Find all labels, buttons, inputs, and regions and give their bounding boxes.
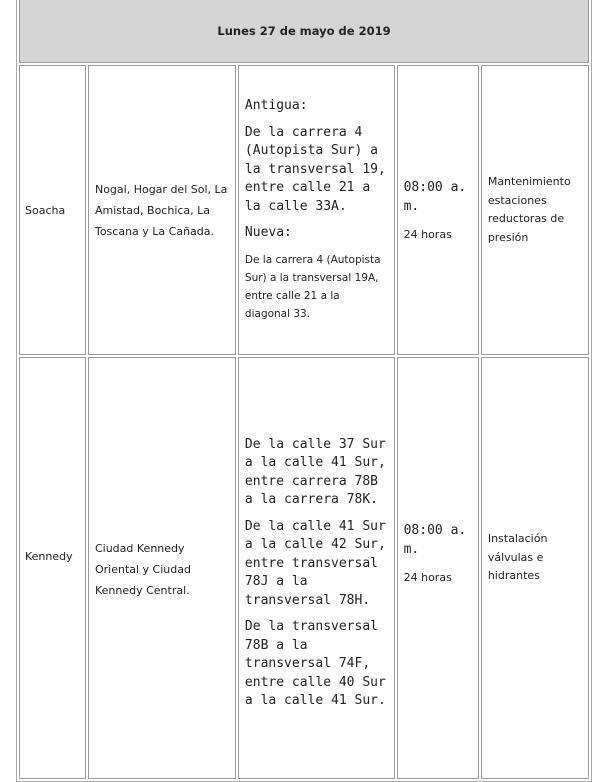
hora-cell bbox=[397, 357, 479, 779]
sector-nueva-text: De la carrera 4 (Autopista Sur) a la transversal 19A, entre calle 21 a la diagonal 33. bbox=[244, 253, 381, 320]
date-header: Lunes 27 de mayo de 2019 bbox=[19, 0, 589, 63]
hora-text: 08:00 a. m. bbox=[403, 180, 467, 214]
sector-antigua-label: Antigua: bbox=[244, 98, 308, 114]
sector-cell bbox=[238, 357, 395, 779]
barrios-cell bbox=[88, 357, 236, 779]
sector-text-1: De la calle 37 Sur a la calle 41 Sur, entre carrera 78B a la carrera 78K. bbox=[244, 436, 386, 507]
sector-text-3: De la transversal 78B a la transversal 74F, entre calle 40 Sur a la calle 41 Sur. bbox=[244, 619, 386, 708]
table-row bbox=[19, 357, 589, 779]
table-row bbox=[19, 65, 589, 355]
sector-antigua-text: De la carrera 4 (Autopista Sur) a la transversal 19, entre calle 21 a la calle 33A. bbox=[244, 124, 386, 214]
date-header-row bbox=[19, 0, 589, 63]
sector-nueva-label: Nueva: bbox=[244, 225, 292, 241]
municipio-cell: Soacha bbox=[19, 65, 86, 355]
barrios-cell: Nogal, Hogar del Sol, La Amistad, Bochica, La Toscana y La Cañada. bbox=[88, 65, 236, 355]
sector-cell bbox=[238, 65, 395, 355]
barrios-text: Ciudad Kennedy Oriental y Ciudad Kennedy Central. bbox=[94, 542, 191, 597]
municipio-text: Kennedy bbox=[25, 550, 73, 563]
motivo-cell bbox=[481, 357, 589, 779]
duracion-text: 24 horas bbox=[403, 571, 452, 584]
duracion-text: 24 horas bbox=[403, 228, 452, 241]
schedule-table bbox=[16, 0, 592, 782]
hora-cell bbox=[397, 65, 479, 355]
motivo-cell: Mantenimiento estaciones reductoras de presión bbox=[481, 65, 589, 355]
hora-text: 08:00 a. m. bbox=[403, 523, 467, 557]
municipio-cell bbox=[19, 357, 86, 779]
motivo-text: Instalación válvulas e hidrantes bbox=[487, 532, 548, 582]
sector-text-2: De la calle 41 Sur a la calle 42 Sur, entre transversal 78J a la transversal 78H. bbox=[244, 518, 386, 608]
